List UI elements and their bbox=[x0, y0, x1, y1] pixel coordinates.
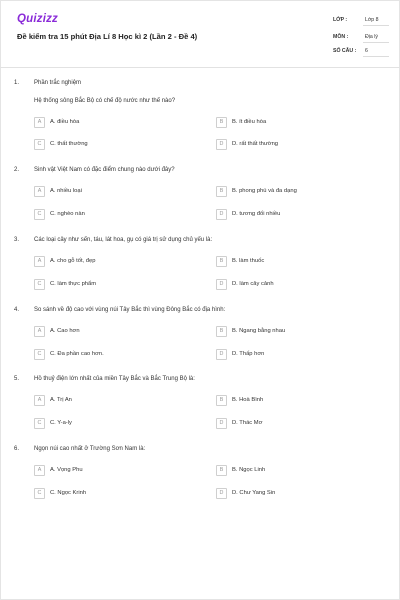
option-letter-box: A bbox=[34, 186, 45, 197]
question-text: So sánh về độ cao với vùng núi Tây Bắc thì vùng Đông Bắc có địa hình: bbox=[34, 307, 226, 313]
option-b[interactable] bbox=[216, 117, 366, 129]
option-letter-box: D bbox=[216, 418, 227, 429]
option-b[interactable] bbox=[216, 256, 366, 268]
count-underline bbox=[363, 56, 389, 57]
subject-label: MÔN : bbox=[333, 34, 349, 40]
option-letter-box: B bbox=[216, 256, 227, 267]
class-label: LỚP : bbox=[333, 17, 348, 23]
option-a[interactable] bbox=[34, 256, 184, 268]
count-field bbox=[333, 44, 389, 57]
option-text: A. điều hòa bbox=[50, 119, 80, 125]
option-text: B. Ngang bằng nhau bbox=[232, 328, 286, 334]
option-d[interactable] bbox=[216, 488, 366, 500]
option-text: B. phong phú và đa dạng bbox=[232, 188, 297, 194]
option-d[interactable] bbox=[216, 209, 366, 221]
count-label: SỐ CÂU : bbox=[333, 48, 357, 54]
question-number: 2. bbox=[14, 167, 20, 173]
option-letter-box: A bbox=[34, 256, 45, 267]
option-b[interactable] bbox=[216, 465, 366, 477]
option-c[interactable] bbox=[34, 279, 184, 291]
option-letter-box: B bbox=[216, 117, 227, 128]
option-text: B. Ngọc Linh bbox=[232, 467, 266, 473]
worksheet-title: Đề kiểm tra 15 phút Địa Lí 8 Học kì 2 (Lần 2 - Đề 4) bbox=[17, 32, 198, 41]
option-letter-box: A bbox=[34, 117, 45, 128]
option-letter-box: D bbox=[216, 279, 227, 290]
option-letter-box: D bbox=[216, 139, 227, 150]
option-d[interactable] bbox=[216, 418, 366, 430]
subject-value: Địa lý bbox=[365, 34, 378, 40]
option-text: D. làm cây cảnh bbox=[232, 281, 274, 287]
option-letter-box: A bbox=[34, 465, 45, 476]
option-text: A. Trị An bbox=[50, 397, 72, 403]
option-letter-box: C bbox=[34, 418, 45, 429]
option-letter-box: C bbox=[34, 209, 45, 220]
option-text: D. tương đối nhiều bbox=[232, 211, 281, 217]
count-value: 6 bbox=[365, 48, 368, 54]
option-letter-box: A bbox=[34, 395, 45, 406]
question-number: 3. bbox=[14, 237, 20, 243]
option-c[interactable] bbox=[34, 349, 184, 361]
option-letter-box: B bbox=[216, 465, 227, 476]
option-a[interactable] bbox=[34, 186, 184, 198]
question-text: Hồ thuỷ điện lớn nhất của miền Tây Bắc và Bắc Trung Bộ là: bbox=[34, 376, 195, 382]
option-b[interactable] bbox=[216, 395, 366, 407]
option-letter-box: B bbox=[216, 186, 227, 197]
option-text: A. Vọng Phu bbox=[50, 467, 83, 473]
option-letter-box: C bbox=[34, 488, 45, 499]
option-text: C. nghèo nàn bbox=[50, 211, 85, 217]
subject-underline bbox=[363, 42, 389, 43]
option-letter-box: C bbox=[34, 139, 45, 150]
quizizz-logo: Quizizz bbox=[17, 13, 59, 25]
question-number: 4. bbox=[14, 307, 20, 313]
option-text: D. Thấp hơn bbox=[232, 351, 265, 357]
option-letter-box: D bbox=[216, 209, 227, 220]
question-number: 5. bbox=[14, 376, 20, 382]
option-a[interactable] bbox=[34, 117, 184, 129]
option-text: C. thất thường bbox=[50, 141, 88, 147]
subject-field bbox=[333, 30, 389, 43]
header-divider bbox=[0, 67, 400, 68]
option-c[interactable] bbox=[34, 209, 184, 221]
option-text: B. Hoà Bình bbox=[232, 397, 264, 403]
class-underline bbox=[363, 25, 389, 26]
option-a[interactable] bbox=[34, 326, 184, 338]
option-text: C. Đa phần cao hơn. bbox=[50, 351, 104, 357]
option-c[interactable] bbox=[34, 139, 184, 151]
option-letter-box: C bbox=[34, 279, 45, 290]
option-a[interactable] bbox=[34, 465, 184, 477]
question-subtext: Hệ thống sông Bắc Bộ có chế độ nước như thế nào? bbox=[34, 98, 176, 104]
question-text: Phần trắc nghiệm bbox=[34, 80, 82, 86]
option-b[interactable] bbox=[216, 326, 366, 338]
option-text: D. Chư Yang Sin bbox=[232, 490, 276, 496]
option-c[interactable] bbox=[34, 418, 184, 430]
option-d[interactable] bbox=[216, 349, 366, 361]
question-text: Các loại cây như sến, táu, lát hoa, gụ có giá trị sử dụng chủ yếu là: bbox=[34, 237, 213, 243]
option-letter-box: D bbox=[216, 349, 227, 360]
class-value: Lớp 8 bbox=[365, 17, 379, 23]
question-number: 1. bbox=[14, 80, 20, 86]
option-a[interactable] bbox=[34, 395, 184, 407]
option-letter-box: B bbox=[216, 395, 227, 406]
option-d[interactable] bbox=[216, 279, 366, 291]
option-b[interactable] bbox=[216, 186, 366, 198]
option-text: A. nhiều loại bbox=[50, 188, 82, 194]
option-text: D. rất thất thường bbox=[232, 141, 279, 147]
option-letter-box: C bbox=[34, 349, 45, 360]
option-text: C. Ngọc Krinh bbox=[50, 490, 87, 496]
option-text: B. làm thuốc bbox=[232, 258, 265, 264]
option-text: A. cho gỗ tốt, đẹp bbox=[50, 258, 96, 264]
option-text: D. Thác Mơ bbox=[232, 420, 263, 426]
option-text: A. Cao hơn bbox=[50, 328, 80, 334]
option-letter-box: A bbox=[34, 326, 45, 337]
option-d[interactable] bbox=[216, 139, 366, 151]
worksheet-header bbox=[0, 0, 400, 68]
question-text: Sinh vật Việt Nam có đặc điểm chung nào dưới đây? bbox=[34, 167, 175, 173]
option-text: B. ít điều hòa bbox=[232, 119, 267, 125]
question-text: Ngọn núi cao nhất ở Trường Sơn Nam là: bbox=[34, 446, 146, 452]
option-letter-box: D bbox=[216, 488, 227, 499]
option-letter-box: B bbox=[216, 326, 227, 337]
question-number: 6. bbox=[14, 446, 20, 452]
class-field bbox=[333, 13, 389, 26]
option-text: C. Y-a-ly bbox=[50, 420, 72, 426]
option-text: C. làm thực phẩm bbox=[50, 281, 97, 287]
option-c[interactable] bbox=[34, 488, 184, 500]
